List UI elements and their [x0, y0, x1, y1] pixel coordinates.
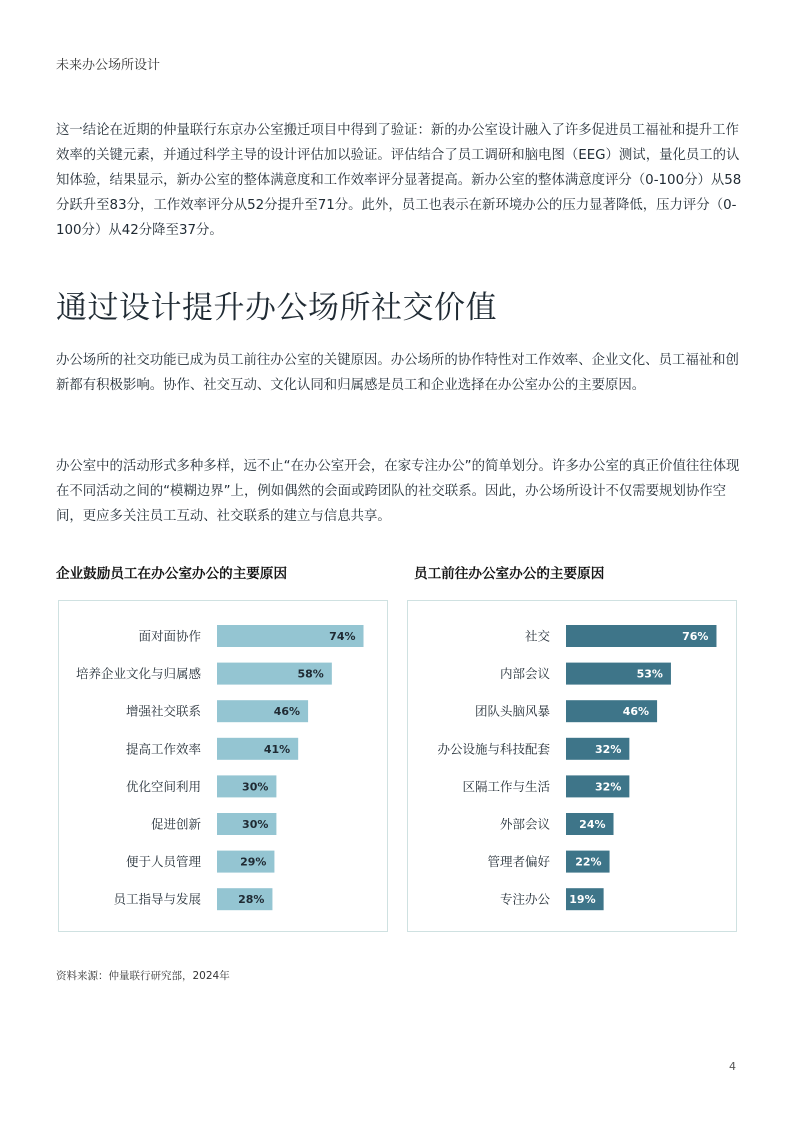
data-label: 74% [329, 630, 356, 643]
chart-employee-reasons [407, 600, 737, 932]
document-running-title: 未来办公场所设计 [56, 58, 161, 73]
intro-paragraph: 这一结论在近期的仲量联行东京办公室搬迁项目中得到了验证：新的办公室设计融入了许多促进员工福祉和提升工作效率的关键元素，并通过科学主导的设计评估加以验证。评估结合了员工调研和脑电图（EEG）测试，量化员工的认知体验，结果显示，新办公室的整体满意度和工作效率评分显著提高。新办公室的整体满意度评分（0-100分）从58分跃升至83分，工作效率评分从52分提升至71分。此外，员工也表示在新环境办公的压力显著降低，压力评分（0-100分）从42分降至37分。 [56, 123, 742, 238]
data-label: 32% [595, 742, 622, 756]
category-label: 办公设施与科技配套 [437, 741, 550, 757]
category-label: 社交 [524, 628, 550, 644]
section-paragraph-1: 办公场所的社交功能已成为员工前往办公室的关键原因。办公场所的协作特性对工作效率、企业文化、员工福祉和创新都有积极影响。协作、社交互动、文化认同和归属感是员工和企业选择在办公室办公的主要原因。 [56, 353, 739, 393]
category-label: 培养企业文化与归属感 [75, 666, 201, 682]
data-label: 46% [622, 705, 650, 719]
category-label: 便于人员管理 [125, 854, 201, 870]
category-label: 专注办公 [499, 891, 550, 907]
category-label: 外部会议 [499, 816, 550, 832]
data-label: 24% [579, 818, 606, 831]
data-label: 41% [263, 742, 291, 756]
category-label: 内部会议 [499, 666, 550, 682]
data-label: 53% [636, 667, 663, 681]
category-label: 团队头脑风暴 [474, 703, 550, 719]
chart-employer-reasons [58, 600, 388, 932]
category-label: 优化空间利用 [125, 778, 201, 794]
data-label: 30% [242, 780, 269, 794]
category-label: 管理者偏好 [487, 854, 550, 870]
source-note: 资料来源：仲量联行研究部，2024年 [56, 970, 230, 982]
chart-employer-reasons-svg [59, 601, 389, 933]
section-paragraph-2: 办公室中的活动形式多种多样，远不止“在办公室开会，在家专注办公”的简单划分。许多办公室的真正价值往往体现在不同活动之间的“模糊边界”上，例如偶然的会面或跨团队的社交联系。因此，办公场所设计不仅需要规划协作空间，更应多关注员工互动、社交联系的建立与信息共享。 [56, 459, 740, 524]
chart-employee-reasons-svg [408, 601, 738, 933]
category-label: 增强社交联系 [125, 703, 201, 719]
data-label: 22% [575, 855, 602, 869]
category-label: 面对面协作 [138, 628, 201, 644]
data-label: 30% [242, 818, 269, 831]
section-title: 通过设计提升办公场所社交价值 [56, 290, 497, 326]
category-label: 员工指导与发展 [113, 891, 201, 907]
data-label: 46% [273, 705, 301, 719]
category-label: 区隔工作与生活 [462, 778, 550, 794]
data-label: 28% [238, 893, 265, 907]
data-label: 29% [240, 855, 267, 869]
data-label: 58% [297, 667, 324, 681]
page-number: 4 [729, 1060, 736, 1073]
data-label: 32% [595, 780, 622, 794]
data-label: 76% [682, 630, 709, 643]
category-label: 提高工作效率 [125, 741, 201, 757]
data-label: 19% [569, 893, 596, 907]
category-label: 促进创新 [150, 816, 201, 832]
chart-title-employer-reasons: 企业鼓励员工在办公室办公的主要原因 [56, 566, 288, 582]
chart-title-employee-reasons: 员工前往办公室办公的主要原因 [414, 566, 605, 582]
